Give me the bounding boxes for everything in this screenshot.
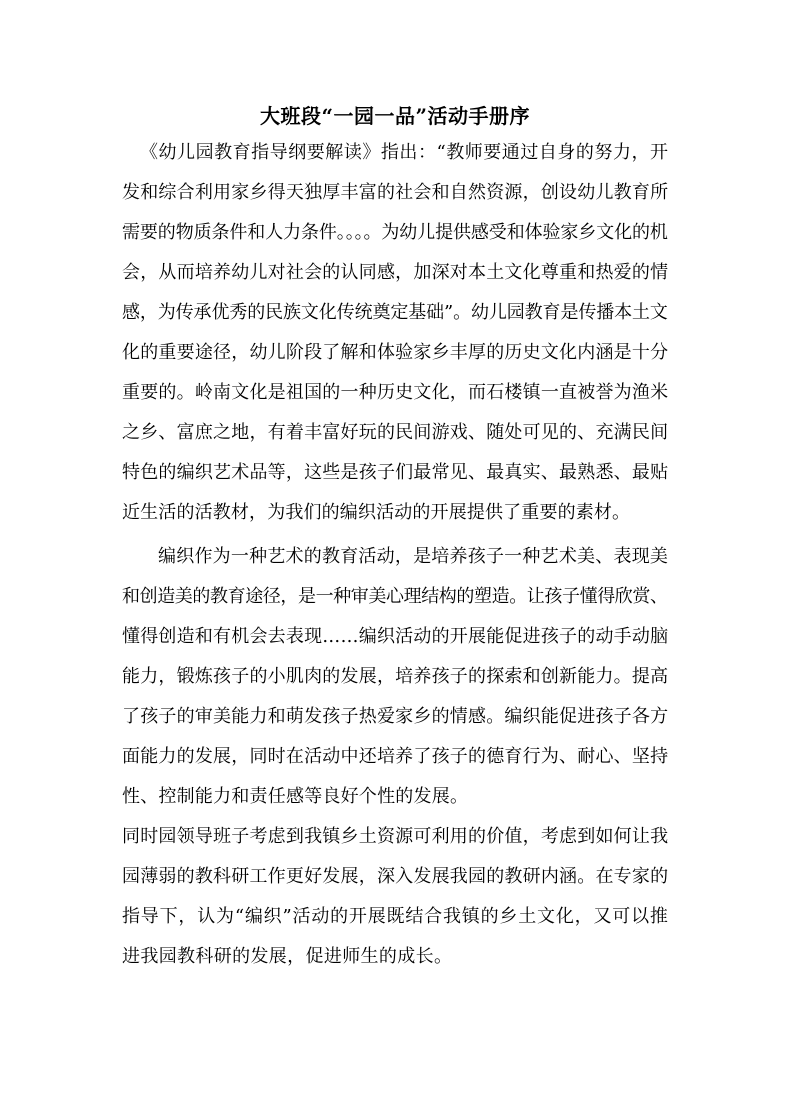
paragraph-1-line-7: 重要的。岭南文化是祖国的一种历史文化，而石楼镇一直被誉为渔米 xyxy=(122,382,669,403)
paragraph-1-line-8: 之乡、富庶之地，有着丰富好玩的民间游戏、随处可见的、充满民间 xyxy=(122,422,669,443)
paragraph-3-line-2: 园薄弱的教科研工作更好发展，深入发展我园的教研内涵。在专家的 xyxy=(122,866,669,887)
paragraph-1-line-5: 感，为传承优秀的民族文化传统奠定基础”。幼儿园教育是传播本土文 xyxy=(122,302,668,323)
paragraph-1-line-10: 近生活的活教材，为我们的编织活动的开展提供了重要的素材。 xyxy=(122,502,631,523)
paragraph-1-line-2: 发和综合利用家乡得天独厚丰富的社会和自然资源，创设幼儿教育所 xyxy=(122,182,669,203)
paragraph-1-line-3: 需要的物质条件和人力条件。。。。为幼儿提供感受和体验家乡文化的机 xyxy=(122,222,668,243)
paragraph-2-line-3: 懂得创造和有机会去表现……编织活动的开展能促进孩子的动手动脑 xyxy=(122,626,669,647)
paragraph-1-line-6: 化的重要途径，幼儿阶段了解和体验家乡丰厚的历史文化内涵是十分 xyxy=(122,342,669,363)
paragraph-2-line-4: 能力，锻炼孩子的小肌肉的发展，培养孩子的探索和创新能力。提高 xyxy=(122,666,669,687)
paragraph-1-line-4: 会，从而培养幼儿对社会的认同感，加深对本土文化尊重和热爱的情 xyxy=(122,262,669,283)
document-title: 大班段“一园一品”活动手册序 xyxy=(259,104,530,128)
paragraph-3-line-1: 同时园领导班子考虑到我镇乡土资源可利用的价值，考虑到如何让我 xyxy=(122,826,669,847)
paragraph-2-line-7: 性、控制能力和责任感等良好个性的发展。 xyxy=(122,786,469,807)
paragraph-3-line-3: 指导下，认为“编织”活动的开展既结合我镇的乡土文化，又可以推 xyxy=(122,906,669,927)
paragraph-3-line-4: 进我园教科研的发展，促进师生的成长。 xyxy=(122,946,453,967)
paragraph-2-line-6: 面能力的发展，同时在活动中还培养了孩子的德育行为、耐心、坚持 xyxy=(122,746,669,767)
paragraph-2-line-5: 了孩子的审美能力和萌发孩子热爱家乡的情感。编织能促进孩子各方 xyxy=(122,706,669,727)
paragraph-1-line-9: 特色的编织艺术品等，这些是孩子们最常见、最真实、最熟悉、最贴 xyxy=(122,462,669,483)
paragraph-1-line-1: 《幼儿园教育指导纲要解读》指出：“教师要通过自身的努力，开 xyxy=(140,142,669,163)
paragraph-2-line-1: 编织作为一种艺术的教育活动，是培养孩子一种艺术美、表现美 xyxy=(158,546,669,567)
paragraph-2-line-2: 和创造美的教育途径，是一种审美心理结构的塑造。让孩子懂得欣赏、 xyxy=(122,586,668,607)
